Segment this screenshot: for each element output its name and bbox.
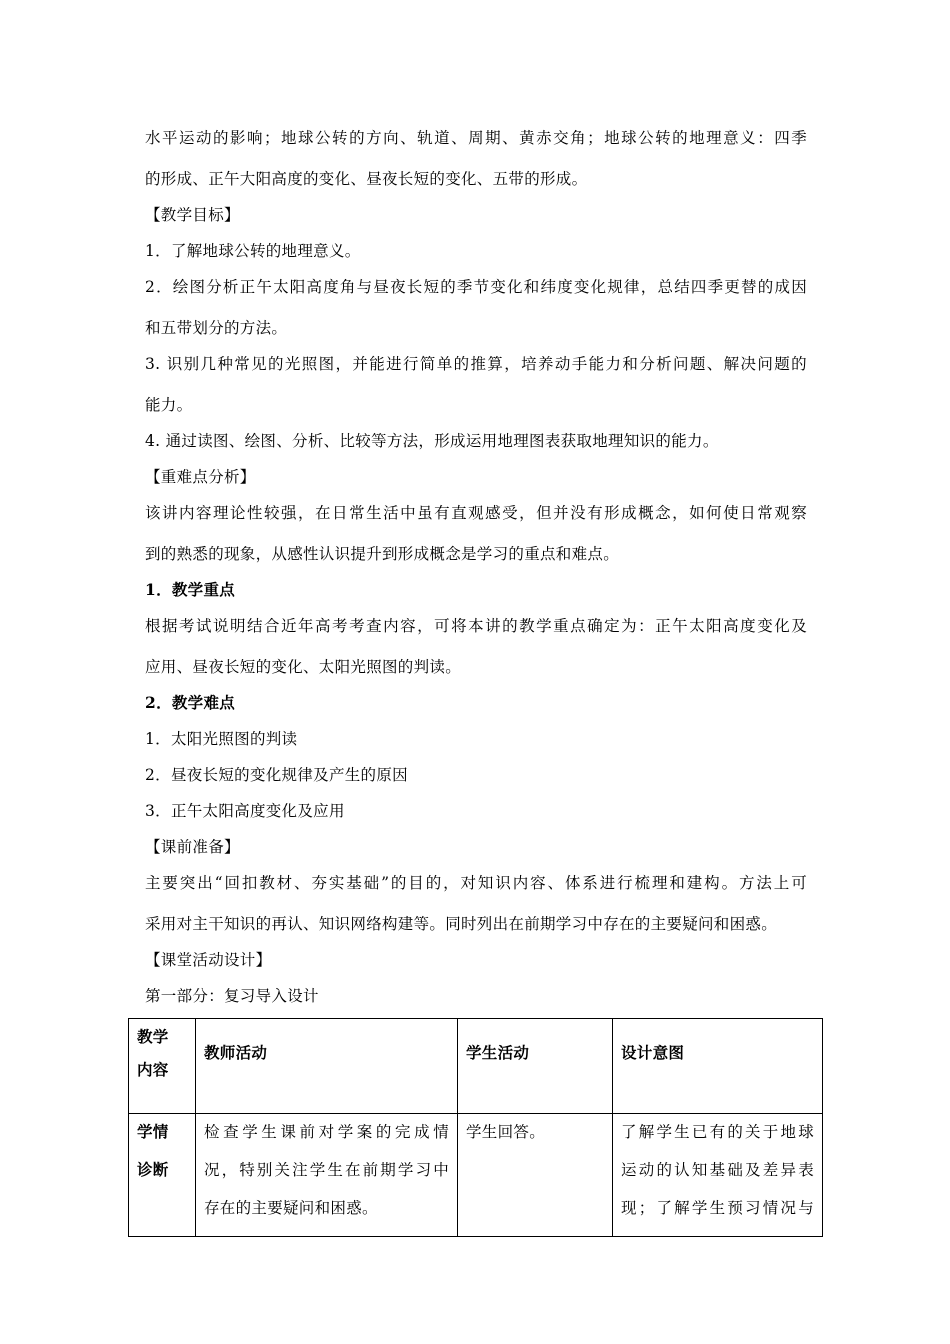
analysis-para-line-2: 到的熟悉的现象，从感性认识提升到形成概念是学习的重点和难点。 (145, 545, 620, 563)
header-student-activity: 学生活动 (458, 1019, 613, 1114)
goal-item-2-line-1: 2．绘图分析正午太阳高度角与昼夜长短的季节变化和纬度变化规律，总结四季更替的成因 (145, 278, 807, 296)
intent-line-1: 了解学生已有的关于地球 (621, 1123, 814, 1141)
goal-item-4: 4. 通过读图、绘图、分析、比较等方法，形成运用地理图表获取地理知识的能力。 (145, 432, 719, 450)
key-points-heading: 1．教学重点 (145, 580, 236, 599)
difficulty-item-1: 1．太阳光照图的判读 (145, 730, 298, 748)
intent-line-3: 现；了解学生预习情况与 (621, 1199, 814, 1217)
table-row (129, 1114, 823, 1237)
goal-item-3-line-1: 3. 识别几种常见的光照图，并能进行简单的推算，培养动手能力和分析问题、解决问题的 (145, 355, 807, 373)
goal-item-1: 1．了解地球公转的地理意义。 (145, 242, 361, 260)
prep-line-1: 主要突出“回扣教材、夯实基础”的目的，对知识内容、体系进行梳理和建构。方法上可 (145, 874, 807, 892)
goal-item-2-line-2: 和五带划分的方法。 (145, 319, 288, 337)
row-label-line-2: 诊断 (137, 1160, 169, 1179)
teacher-line-2: 况，特别关注学生在前期学习中 (204, 1161, 449, 1179)
row-diagnosis-label (129, 1114, 196, 1237)
table-header-row (129, 1019, 823, 1114)
goals-heading: 【教学目标】 (145, 206, 240, 224)
header-design-intent: 设计意图 (613, 1019, 823, 1114)
intro-line-2: 的形成、正午大阳高度的变化、昼夜长短的变化、五带的形成。 (145, 170, 588, 188)
row-label-line-1: 学情 (137, 1122, 169, 1141)
teacher-line-3: 存在的主要疑问和困惑。 (204, 1199, 378, 1217)
header-teacher-activity: 教师活动 (196, 1019, 458, 1114)
key-points-line-2: 应用、昼夜长短的变化、太阳光照图的判读。 (145, 658, 462, 676)
analysis-heading: 【重难点分析】 (145, 468, 256, 486)
row-design-intent (613, 1114, 823, 1237)
difficulty-item-3: 3．正午太阳高度变化及应用 (145, 802, 345, 820)
prep-line-2: 采用对主干知识的再认、知识网络构建等。同时列出在前期学习中存在的主要疑问和困惑。 (145, 915, 778, 933)
analysis-para-line-1: 该讲内容理论性较强，在日常生活中虽有直观感受，但并没有形成概念，如何使日常观察 (145, 504, 807, 522)
lesson-plan-table (128, 1018, 823, 1237)
teacher-line-1: 检查学生课前对学案的完成情 (204, 1123, 449, 1141)
difficulties-heading: 2．教学难点 (145, 693, 236, 712)
activity-heading: 【课堂活动设计】 (145, 951, 272, 969)
difficulty-item-2: 2．昼夜长短的变化规律及产生的原因 (145, 766, 408, 784)
row-student-activity (458, 1114, 613, 1237)
key-points-line-1: 根据考试说明结合近年高考考查内容，可将本讲的教学重点确定为：正午太阳高度变化及 (145, 617, 807, 635)
row-teacher-activity (196, 1114, 458, 1237)
prep-heading: 【课前准备】 (145, 838, 240, 856)
goal-item-3-line-2: 能力。 (145, 396, 193, 414)
header-col1-line-2: 内容 (137, 1060, 169, 1079)
intro-line-1: 水平运动的影响；地球公转的方向、轨道、周期、黄赤交角；地球公转的地理意义：四季 (145, 129, 807, 147)
header-teaching-content (129, 1019, 196, 1114)
header-col1-line-1: 教学 (137, 1027, 169, 1046)
activity-part-1: 第一部分：复习导入设计 (145, 987, 319, 1005)
student-line-1: 学生回答。 (466, 1123, 546, 1141)
intent-line-2: 运动的认知基础及差异表 (621, 1161, 814, 1179)
